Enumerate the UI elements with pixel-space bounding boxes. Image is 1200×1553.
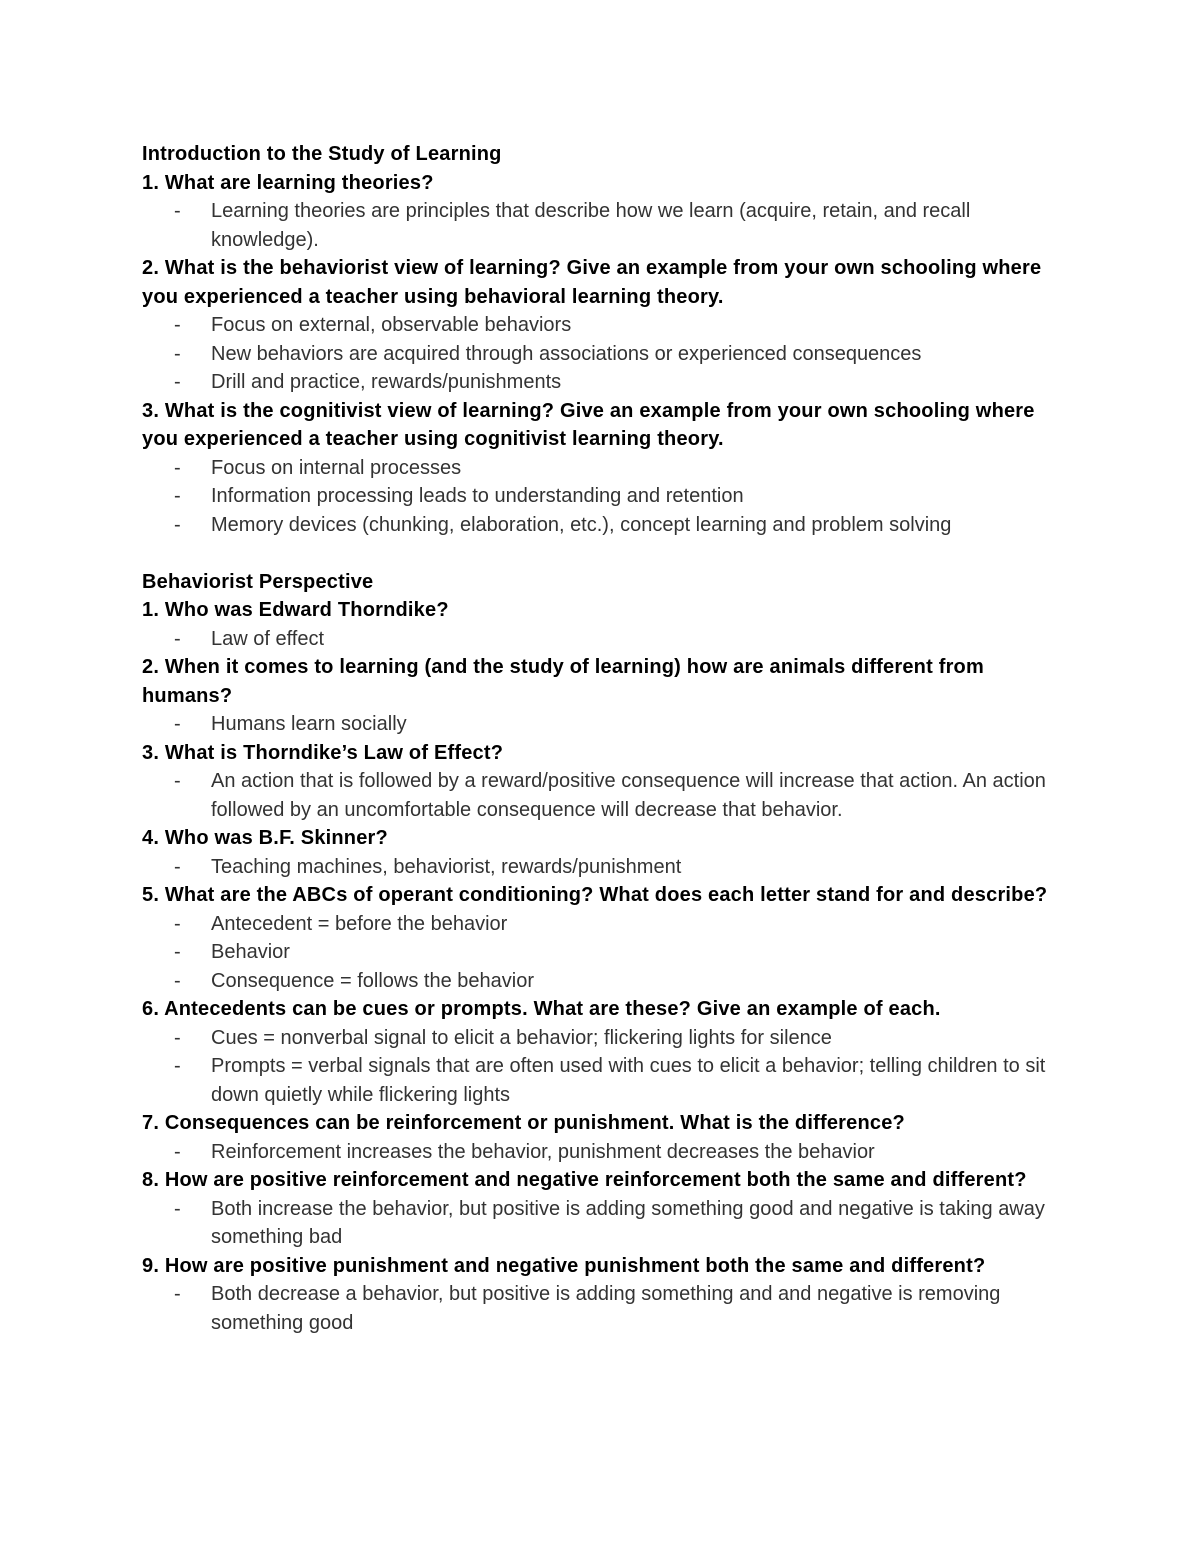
dash-bullet-icon: - <box>174 456 181 479</box>
question-text: 7. Consequences can be reinforcement or punishment. What is the difference? <box>142 1112 905 1134</box>
dash-bullet-icon: - <box>174 200 181 222</box>
answer-text: Focus on internal processes <box>211 456 462 479</box>
dash-bullet-icon: - <box>174 1283 181 1305</box>
dash-bullet-icon: - <box>174 342 181 365</box>
answer-item <box>142 1280 1072 1337</box>
question-text: 1. Who was Edward Thorndike? <box>142 599 449 621</box>
question-text: 3. What is the cognitivist view of learning? Give an example from your own schooling where you experienced a teacher using cognitivist learning theory. <box>142 399 1035 450</box>
dash-bullet-icon: - <box>174 941 181 963</box>
question-text: 3. What is Thorndike’s Law of Effect? <box>142 741 504 764</box>
answer-text: Information processing leads to understanding and retention <box>211 485 744 507</box>
answer-item <box>142 1052 1072 1109</box>
dash-bullet-icon: - <box>174 371 181 393</box>
question-block <box>142 1109 1072 1166</box>
question-text: 6. Antecedents can be cues or prompts. What are these? Give an example of each. <box>142 998 941 1020</box>
section-heading: Introduction to the Study of Learning <box>142 143 502 165</box>
question-block <box>142 824 1072 881</box>
answer-text: Law of effect <box>211 627 325 650</box>
answer-item <box>142 767 1072 824</box>
dash-bullet-icon: - <box>174 912 181 935</box>
answer-text: New behaviors are acquired through associations or experienced consequences <box>211 342 922 365</box>
dash-bullet-icon: - <box>174 1055 181 1077</box>
answer-item <box>142 1024 1072 1053</box>
answer-text: Both decrease a behavior, but positive is adding something and and negative is removing something good <box>211 1283 1001 1334</box>
answer-item <box>142 710 1072 739</box>
answer-item <box>142 311 1072 340</box>
answer-item <box>142 967 1072 996</box>
dash-bullet-icon: - <box>174 713 181 735</box>
answer-item <box>142 368 1072 397</box>
answer-text: Teaching machines, behaviorist, rewards/punishment <box>211 855 682 878</box>
dash-bullet-icon: - <box>174 1197 181 1220</box>
dash-bullet-icon: - <box>174 855 181 878</box>
question-block <box>142 653 1072 739</box>
question-text: 2. What is the behaviorist view of learning? Give an example from your own schooling where you experienced a teacher using behavioral learning theory. <box>142 257 1042 308</box>
question-block <box>142 995 1072 1109</box>
question-block <box>142 1166 1072 1252</box>
question-text: 8. How are positive reinforcement and negative reinforcement both the same and different? <box>142 1169 1027 1191</box>
question-text: 4. Who was B.F. Skinner? <box>142 827 388 849</box>
answer-text: Cues = nonverbal signal to elicit a behavior; flickering lights for silence <box>211 1026 832 1049</box>
answer-text: Consequence = follows the behavior <box>211 969 534 992</box>
answer-text: An action that is followed by a reward/positive consequence will increase that action. An action followed by an uncomfortable consequence will decrease that behavior. <box>211 770 1046 821</box>
answer-text: Humans learn socially <box>211 713 407 735</box>
dash-bullet-icon: - <box>174 627 181 650</box>
section-introduction <box>142 140 1072 539</box>
question-text: 9. How are positive punishment and negative punishment both the same and different? <box>142 1254 986 1277</box>
answer-item <box>142 1195 1072 1252</box>
dash-bullet-icon: - <box>174 1140 181 1163</box>
answer-item <box>142 853 1072 882</box>
question-text: 2. When it comes to learning (and the study of learning) how are animals different from humans? <box>142 656 984 707</box>
answer-text: Prompts = verbal signals that are often used with cues to elicit a behavior; telling children to sit down quietly while flickering lights <box>211 1055 1046 1106</box>
dash-bullet-icon: - <box>174 770 181 792</box>
answer-item <box>142 625 1072 654</box>
answer-item <box>142 1138 1072 1167</box>
answer-text: Antecedent = before the behavior <box>211 912 508 935</box>
dash-bullet-icon: - <box>174 969 181 992</box>
answer-text: Memory devices (chunking, elaboration, etc.), concept learning and problem solving <box>211 513 952 536</box>
answer-item <box>142 910 1072 939</box>
answer-text: Both increase the behavior, but positive is adding something good and negative is taking away something bad <box>211 1197 1045 1248</box>
question-block <box>142 739 1072 825</box>
section-behaviorist-perspective <box>142 568 1072 1338</box>
answer-text: Drill and practice, rewards/punishments <box>211 371 562 393</box>
section-spacer <box>142 539 1072 568</box>
dash-bullet-icon: - <box>174 314 181 336</box>
dash-bullet-icon: - <box>174 513 181 536</box>
question-block <box>142 1252 1072 1338</box>
section-heading: Behaviorist Perspective <box>142 570 374 593</box>
question-block <box>142 397 1072 540</box>
answer-item <box>142 454 1072 483</box>
dash-bullet-icon: - <box>174 485 181 507</box>
question-block <box>142 254 1072 397</box>
answer-text: Reinforcement increases the behavior, punishment decreases the behavior <box>211 1140 875 1163</box>
answer-item <box>142 482 1072 511</box>
question-text: 5. What are the ABCs of operant conditioning? What does each letter stand for and describe? <box>142 884 1048 906</box>
answer-text: Behavior <box>211 941 290 963</box>
answer-item <box>142 197 1072 254</box>
question-block <box>142 881 1072 995</box>
question-block <box>142 169 1072 255</box>
question-block <box>142 596 1072 653</box>
document-page <box>142 140 1072 1337</box>
answer-text: Learning theories are principles that describe how we learn (acquire, retain, and recall knowledge). <box>211 200 971 251</box>
dash-bullet-icon: - <box>174 1026 181 1049</box>
answer-item <box>142 340 1072 369</box>
answer-item <box>142 511 1072 540</box>
answer-item <box>142 938 1072 967</box>
answer-text: Focus on external, observable behaviors <box>211 314 572 336</box>
question-text: 1. What are learning theories? <box>142 171 434 194</box>
